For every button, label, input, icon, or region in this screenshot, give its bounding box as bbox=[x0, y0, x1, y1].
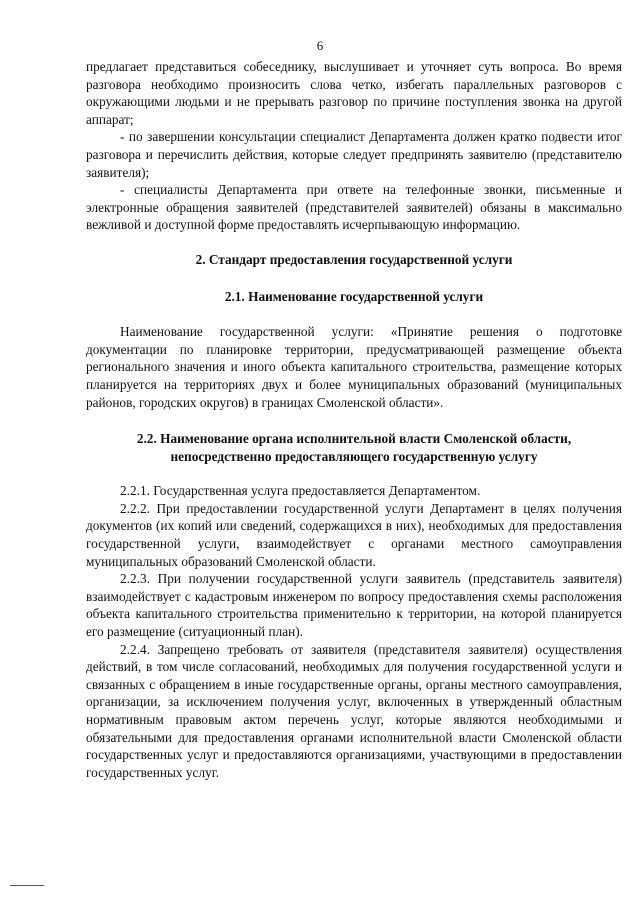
section-heading: 2. Стандарт предоставления государственной услуги bbox=[195, 251, 513, 267]
subsection-heading-2-1: 2.1. Наименование государственной услуги bbox=[224, 288, 484, 304]
paragraph-2-2-2: 2.2.2. При предоставлении государственной услуги Департамент в целях получения документов (их копий или сведений, содержащихся в них), необходимых для предоставления государственной услуги, взаимодействует с органами местного самоуправления муниципальных образований Смоленской области. bbox=[86, 500, 622, 569]
paragraph-2-2-1: 2.2.1. Государственная услуга предоставляется Департаментом. bbox=[120, 483, 481, 499]
paragraph-consultation-summary: - по завершении консультации специалист Департамента должен кратко подвести итог разговора и перечислить действия, которые следует предпринять заявителю (представителю заявителя); bbox=[86, 129, 622, 180]
subsection-heading-2-2-line1: 2.2. Наименование органа исполнительной власти Смоленской области, bbox=[136, 431, 572, 447]
subsection-heading-2-2 bbox=[86, 430, 622, 465]
document-body bbox=[86, 58, 622, 781]
footer-rule bbox=[10, 885, 44, 886]
paragraph-service-name: Наименование государственной услуги: «Принятие решения о подготовке документации по планировке территории, предусматривающей размещение объекта регионального значения и иного объекта капитального строительства, размещение которых планируется на территориях двух и более муниципальных образований (муниципальных районов, городских округов) в границах Смоленской области». bbox=[86, 324, 622, 410]
paragraph-2-2-3: 2.2.3. При получении государственной услуги заявитель (представитель заявителя) взаимодействует с кадастровым инженером по вопросу предоставления схемы расположения объекта капитального строительства применительно к территории, на которой планируется его размещение (ситуационный план). bbox=[86, 571, 622, 640]
paragraph-specialists-duty: - специалисты Департамента при ответе на телефонные звонки, письменные и электронные обращения заявителей (представителей заявителей) обязаны в максимально вежливой и доступной форме предоставлять исчерпывающую информацию. bbox=[86, 182, 622, 233]
paragraph-2-2-4: 2.2.4. Запрещено требовать от заявителя (представителя заявителя) осуществления действий, в том числе согласований, необходимых для получения государственной услуги и связанных с обращением в иные государственные органы, органы местного самоуправления, организации, за исключением получения услуг, включенных в утвержденный областным нормативным правовым актом перечень услуг, которые являются необходимыми и обязательными для предоставления органами исполнительной власти Смоленской области государственных услуг и предоставляются организациями, участвующими в предоставлении государственных услуг. bbox=[86, 641, 622, 780]
subsection-heading-2-2-line2: непосредственно предоставляющего государственную услугу bbox=[170, 448, 538, 464]
page-number: 6 bbox=[316, 38, 324, 53]
paragraph-continuation: предлагает представиться собеседнику, выслушивает и уточняет суть вопроса. Во время разговора необходимо произносить слова четко, избегать параллельных разговоров с окружающими людьми и не прерывать разговор по причине поступления звонка на другой аппарат; bbox=[86, 59, 622, 127]
